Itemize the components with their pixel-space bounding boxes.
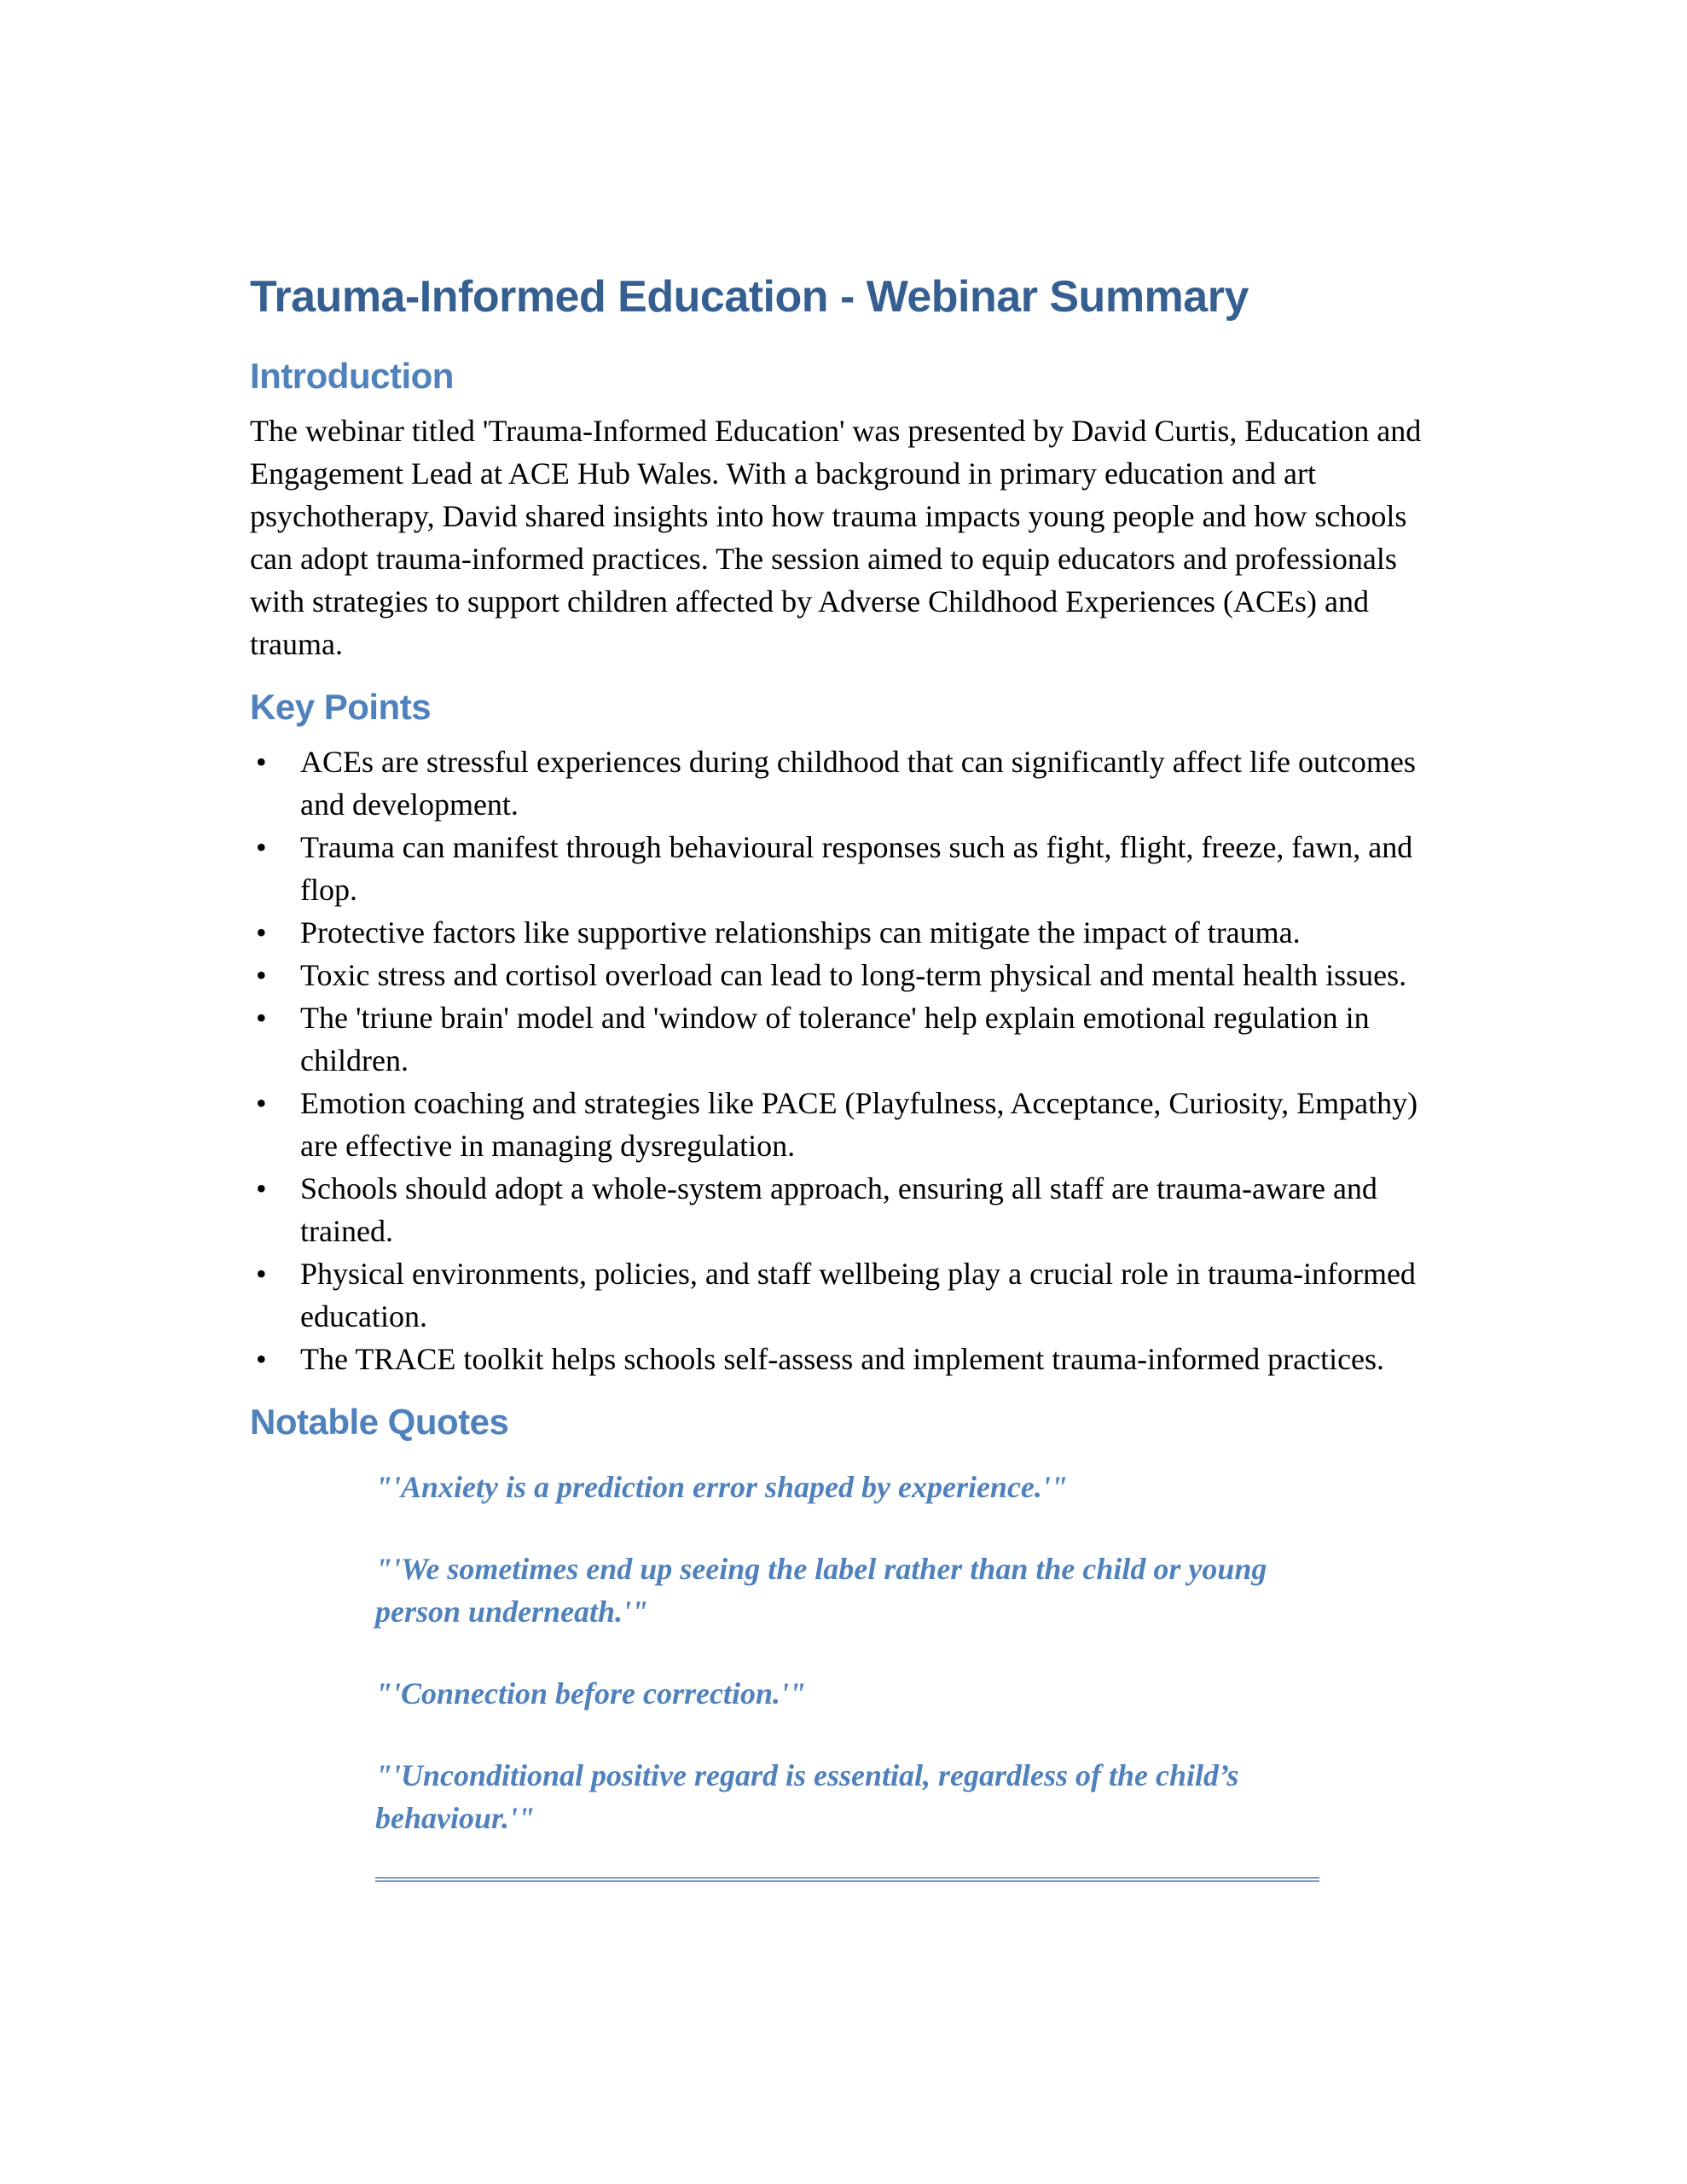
key-point-item: • The TRACE toolkit helps schools self-assess and implement trauma-informed practices. (250, 1338, 1437, 1380)
introduction-heading: Introduction (250, 356, 454, 396)
key-points-heading: Key Points (250, 687, 432, 727)
notable-quotes-heading: Notable Quotes (250, 1402, 509, 1442)
key-point-item: • Schools should adopt a whole-system approach, ensuring all staff are trauma-aware and trained. (250, 1167, 1437, 1252)
quote-paragraph: "'We sometimes end up seeing the label rather than the child or young person underneath.'" (375, 1552, 1267, 1629)
key-point-item: • Protective factors like supportive relationships can mitigate the impact of trauma. (250, 911, 1437, 954)
introduction-paragraph: The webinar titled 'Trauma-Informed Education' was presented by David Curtis, Education and Engagement Lead at ACE Hub Wales. With a background in primary education and art psychotherapy, David shared insights into how trauma impacts young people and how schools can adopt trauma-informed practices. The session aimed to equip educators and professionals with strategies to support children affected by Adverse Childhood Experiences (ACEs) and trauma. (250, 414, 1422, 661)
quote-block (375, 1466, 1319, 1882)
key-point-item: • Emotion coaching and strategies like PACE (Playfulness, Acceptance, Curiosity, Empathy) are effective in managing dysregulation. (250, 1082, 1437, 1167)
key-point-item: • Toxic stress and cortisol overload can lead to long-term physical and mental health issues. (250, 954, 1437, 996)
key-point-item: • Physical environments, policies, and staff wellbeing play a crucial role in trauma-informed education. (250, 1252, 1437, 1338)
key-point-item: • The 'triune brain' model and 'window of tolerance' help explain emotional regulation in children. (250, 996, 1437, 1082)
quote-paragraph: "'Unconditional positive regard is essential, regardless of the child’s behaviour.'" (375, 1758, 1239, 1835)
quote-paragraph: "'Connection before correction.'" (375, 1676, 806, 1711)
document-title: Trauma-Informed Education - Webinar Summary (250, 272, 1249, 322)
key-point-item: • Trauma can manifest through behavioural responses such as fight, flight, freeze, fawn, and flop. (250, 826, 1437, 911)
key-points-list (250, 741, 1437, 1380)
quote-paragraph: "'Anxiety is a prediction error shaped by experience.'" (375, 1470, 1068, 1504)
key-point-item: • ACEs are stressful experiences during childhood that can significantly affect life outcomes and development. (250, 741, 1437, 826)
